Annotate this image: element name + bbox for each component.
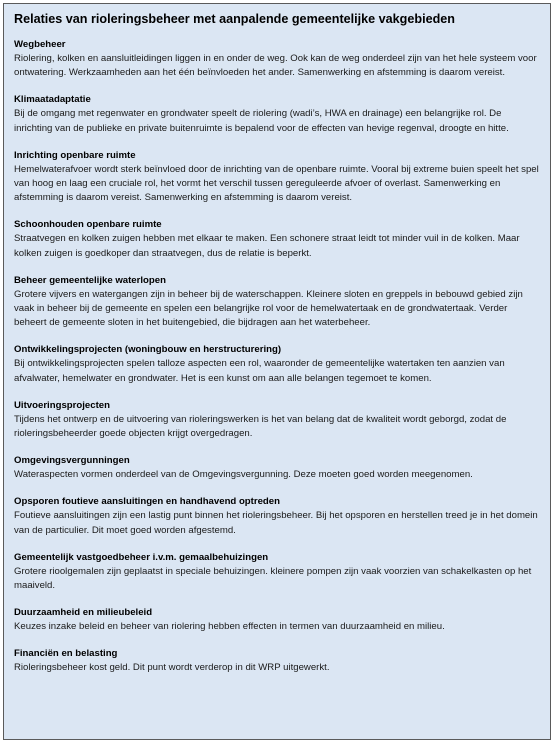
section-body: Rioleringsbeheer kost geld. Dit punt wordt verderop in dit WRP uitgewerkt.: [14, 662, 330, 674]
section-beheer-gemeentelijke-waterlopen: [14, 274, 541, 331]
section-heading: Ontwikkelingsprojecten (woningbouw en herstructurering): [14, 344, 282, 356]
section-body: Keuzes inzake beleid en beheer van riolering hebben effecten in termen van duurzaamheid en milieu.: [14, 621, 445, 633]
section-heading: Uitvoeringsprojecten: [14, 399, 110, 411]
section-ontwikkelingsprojecten: [14, 343, 541, 385]
section-wegbeheer: [14, 38, 541, 80]
info-box: [3, 3, 551, 740]
section-duurzaamheid: [14, 606, 541, 634]
box-title: Relaties van rioleringsbeheer met aanpalende gemeentelijke vakgebieden: [14, 12, 455, 26]
section-schoonhouden-openbare-ruimte: [14, 218, 541, 260]
section-financien: [14, 647, 541, 675]
section-heading: Financiën en belasting: [14, 648, 118, 660]
section-body: Wateraspecten vormen onderdeel van de Omgevingsvergunning. Deze moeten goed worden meegenomen.: [14, 469, 473, 481]
section-heading: Beheer gemeentelijke waterlopen: [14, 274, 166, 286]
section-uitvoeringsprojecten: [14, 399, 541, 441]
section-foutieve-aansluitingen: [14, 495, 541, 537]
section-body: Bij de omgang met regenwater en grondwater speelt de riolering (wadi’s, HWA en drainage) een belangrijke rol. De inrichting van de publieke en private buitenruimte is bepalend voor de effecten van hevige regenval, droogte en hitte.: [14, 108, 509, 134]
section-body: Straatvegen en kolken zuigen hebben met elkaar te maken. Een schonere straat leidt tot minder vuil in de kolken. Maar kolken zuigen is goedkoper dan straatvegen, dus de relatie is beperkt.: [14, 233, 520, 259]
section-heading: Inrichting openbare ruimte: [14, 149, 136, 161]
section-heading: Duurzaamheid en milieubeleid: [14, 607, 153, 619]
section-heading: Opsporen foutieve aansluitingen en handhavend optreden: [14, 496, 280, 508]
section-inrichting-openbare-ruimte: [14, 149, 541, 206]
section-body: Foutieve aansluitingen zijn een lastig punt binnen het rioleringsbeheer. Bij het opsporen en herstellen treed je in het domein van de particulier. Dit moet goed worden afgestemd.: [14, 510, 538, 536]
section-vastgoedbeheer: [14, 551, 541, 593]
section-body: Grotere rioolgemalen zijn geplaatst in speciale behuizingen. kleinere pompen zijn vaak voorzien van schakelkasten op het maaiveld.: [14, 565, 532, 592]
section-omgevingsvergunningen: [14, 454, 541, 482]
section-heading: Wegbeheer: [14, 39, 66, 50]
section-heading: Schoonhouden openbare ruimte: [14, 219, 162, 231]
section-heading: Gemeentelijk vastgoedbeheer i.v.m. gemaalbehuizingen: [14, 551, 269, 563]
section-body: Riolering, kolken en aansluitleidingen liggen in en onder de weg. Ook kan de weg onderdeel zijn van het hele systeem voor ontwatering. Werkzaamheden aan het één beïnvloeden het ander. Samenwerking en afstemming is daarom vereist.: [14, 53, 537, 79]
section-body: Bij ontwikkelingsprojecten spelen talloze aspecten een rol, waaronder de gemeentelijke watertaken ten aanzien van afvalwater, hemelwater en grondwater. Het is een kunst om aan alle belangen tegemoet te komen.: [14, 358, 505, 384]
section-klimaatadaptatie: [14, 93, 541, 135]
section-body: Grotere vijvers en watergangen zijn in beheer bij de waterschappen. Kleinere sloten en greppels in bebouwd gebied zijn vaak in beheer bij de gemeente en spelen een belangrijke rol voor de hemelwatertaak en de grondwatertaak. Verder beheert de gemeente sloten in het buitengebied, die bijdragen aan het waterbeheer.: [14, 288, 523, 329]
section-heading: Klimaatadaptatie: [14, 94, 91, 106]
section-body: Tijdens het ontwerp en de uitvoering van rioleringswerken is het van belang dat de kwaliteit wordt geborgd, zodat de rioleringsbeheerder goede objecten krijgt overgedragen.: [14, 413, 507, 440]
section-heading: Omgevingsvergunningen: [14, 455, 130, 467]
section-body: Hemelwaterafvoer wordt sterk beïnvloed door de inrichting van de openbare ruimte. Vooral bij extreme buien speelt het spel van hoog en laag een cruciale rol, het vormt het verschil tussen gereguleerde afvoer of overlast. Samenwerking en afstemming is daarom vereist. Samenwerking en afstemming is daarom vereist.: [14, 163, 539, 204]
